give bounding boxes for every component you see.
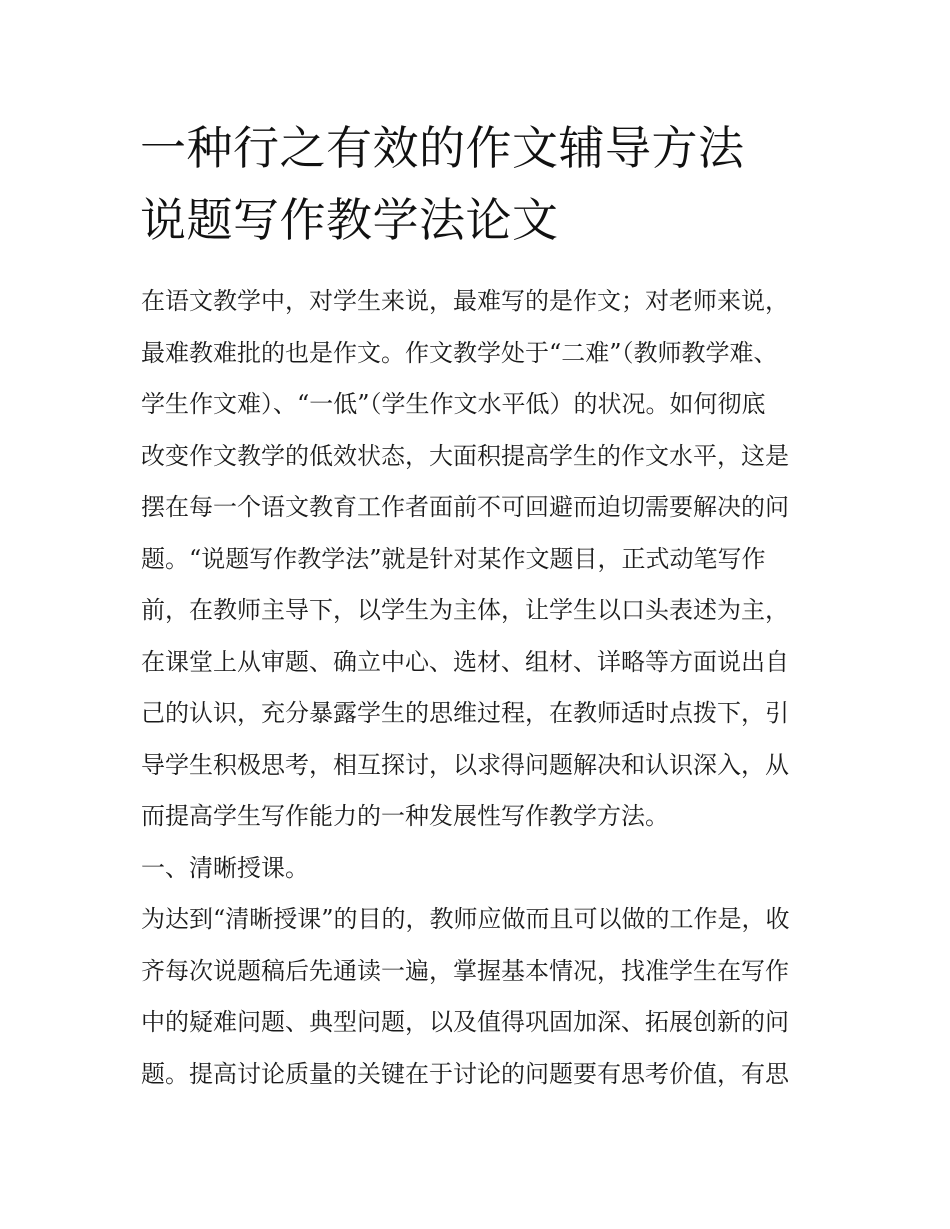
- body-line: 题。提高讨论质量的关键在于讨论的问题要有思考价值，有思: [141, 1059, 789, 1088]
- body-line: 为达到“清晰授课”的目的，教师应做而且可以做的工作是，收: [141, 905, 790, 933]
- body-line: 摆在每一个语文教育工作者面前不可回避而迫切需要解决的问: [141, 493, 789, 521]
- body-line: 己的认识，充分暴露学生的思维过程，在教师适时点拨下，引: [141, 699, 789, 727]
- document-title: [140, 112, 820, 256]
- body-line: 在课堂上从审题、确立中心、选材、组材、详略等方面说出自: [141, 647, 789, 676]
- body-line: 学生作文难）、“一低”（学生作文水平低）的状况。如何彻底: [141, 390, 766, 418]
- section-heading: 一、清晰授课。: [141, 853, 309, 882]
- body-line: 齐每次说题稿后先通读一遍，掌握基本情况，找准学生在写作: [141, 956, 789, 985]
- title-line-1: 一种行之有效的作文辅导方法: [140, 121, 745, 175]
- body-line: 而提高学生写作能力的一种发展性写作教学方法。: [141, 802, 669, 830]
- document-body: [141, 276, 821, 1100]
- title-line-2: 说题写作教学法论文: [140, 193, 559, 247]
- body-line: 前，在教师主导下，以学生为主体，让学生以口头表述为主，: [141, 596, 789, 624]
- body-line: 题。“说题写作教学法”就是针对某作文题目，正式动笔写作: [141, 544, 766, 573]
- body-line: 改变作文教学的低效状态，大面积提高学生的作文水平，这是: [141, 441, 789, 470]
- body-line: 在语文教学中，对学生来说，最难写的是作文；对老师来说，: [141, 287, 789, 315]
- body-line: 导学生积极思考，相互探讨，以求得问题解决和认识深入，从: [141, 750, 789, 779]
- body-line: 最难教难批的也是作文。作文教学处于“二难”（教师教学难、: [141, 338, 778, 367]
- body-line: 中的疑难问题、典型问题，以及值得巩固加深、拓展创新的问: [141, 1008, 789, 1036]
